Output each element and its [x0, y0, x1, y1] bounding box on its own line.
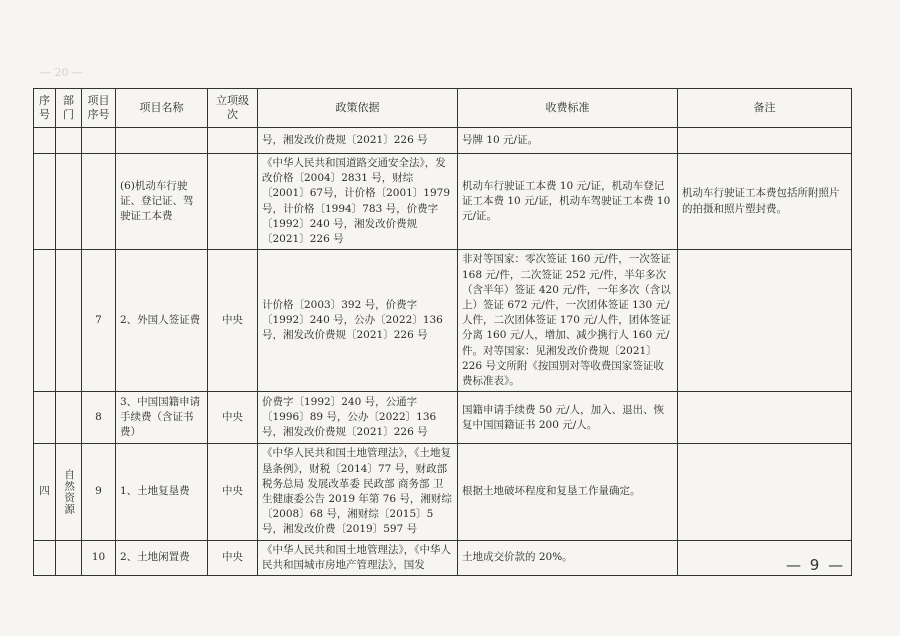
- cell-dept: [56, 154, 82, 250]
- table-row: [34, 128, 852, 154]
- cell-standard: 根据土地破坏程度和复垦工作量确定。: [458, 444, 678, 540]
- cell-remark: [678, 444, 852, 540]
- cell-standard: 国籍申请手续费 50 元/人，加入、退出、恢复中国国籍证书 200 元/人。: [458, 392, 678, 444]
- cell-remark: [678, 392, 852, 444]
- cell-seq: [34, 154, 56, 250]
- table-header-row: [34, 89, 852, 128]
- cell-policy: 《中华人民共和国道路交通安全法》，发改价格〔2004〕2831 号，财综〔2001〕67号，计价格〔2001〕1979 号，计价格〔1994〕783 号，价费字〔1992〕240 号，湘发改价费规〔2021〕226 号: [258, 154, 458, 250]
- cell-policy: 《中华人民共和国土地管理法》，《土地复垦条例》，财税〔2014〕77 号，财政部 税务总局 发展改革委 民政部 商务部 卫生健康委公告 2019 年第 76 号，湘财综〔2008〕68 号，湘财综〔2015〕5 号，湘发改价费〔2019〕597 号: [258, 444, 458, 540]
- cell-level: [208, 128, 258, 154]
- cell-dept: [56, 392, 82, 444]
- header-dept: 部门: [56, 89, 82, 128]
- cell-remark: 机动车行驶证工本费包括所附照片的拍摄和照片塑封费。: [678, 154, 852, 250]
- header-item-name: 项目名称: [116, 89, 208, 128]
- table-row: [34, 444, 852, 540]
- cell-dept: [56, 540, 82, 575]
- cell-standard: 号牌 10 元/证。: [458, 128, 678, 154]
- cell-remark: [678, 250, 852, 392]
- cell-policy: 号，湘发改价费规〔2021〕226 号: [258, 128, 458, 154]
- header-remark: 备注: [678, 89, 852, 128]
- cell-dept: [56, 444, 82, 540]
- header-item-seq: 项目序号: [82, 89, 116, 128]
- cell-item-seq: 8: [82, 392, 116, 444]
- cell-dept: [56, 250, 82, 392]
- page-number: — 9 —: [786, 556, 846, 574]
- cell-item-seq: [82, 128, 116, 154]
- table-row: [34, 154, 852, 250]
- cell-seq: 四: [34, 444, 56, 540]
- cell-seq: [34, 392, 56, 444]
- header-policy: 政策依据: [258, 89, 458, 128]
- cell-policy: 计价格〔2003〕392 号，价费字〔1992〕240 号，公办〔2022〕136 号，湘发改价费规〔2021〕226 号: [258, 250, 458, 392]
- cell-seq: [34, 128, 56, 154]
- cell-standard: 机动车行驶证工本费 10 元/证，机动车登记证工本费 10 元/证，机动车驾驶证工本费 10 元/证。: [458, 154, 678, 250]
- cell-level: 中央: [208, 250, 258, 392]
- cell-level: [208, 154, 258, 250]
- cell-item-seq: [82, 154, 116, 250]
- cell-item-name: 2、外国人签证费: [116, 250, 208, 392]
- cell-level: 中央: [208, 444, 258, 540]
- bleed-through-page-number: — 20 —: [40, 66, 83, 79]
- header-standard: 收费标准: [458, 89, 678, 128]
- cell-seq: [34, 540, 56, 575]
- table-row: [34, 540, 852, 575]
- cell-item-seq: 9: [82, 444, 116, 540]
- cell-standard: 非对等国家：零次签证 160 元/件，一次签证 168 元/件，二次签证 252 元/件，半年多次（含半年）签证 420 元/件，一年多次（含以上）签证 672 元/件，一次团体签证 130 元/人件，二次团体签证 170 元/人件，团体签证分离 160 元/人，增加、减少携行人 160 元/件。对等国家：见湘发改价费规〔2021〕226 号文所附《按国别对等收费国家签证收费标准表》。: [458, 250, 678, 392]
- cell-item-seq: 10: [82, 540, 116, 575]
- cell-item-name: (6)机动车行驶证、登记证、驾驶证工本费: [116, 154, 208, 250]
- fee-table: [33, 88, 852, 576]
- table-row: [34, 392, 852, 444]
- cell-item-name: 1、土地复垦费: [116, 444, 208, 540]
- cell-remark: [678, 128, 852, 154]
- header-seq: 序号: [34, 89, 56, 128]
- cell-standard: 土地成交价款的 20%。: [458, 540, 678, 575]
- cell-level: 中央: [208, 540, 258, 575]
- dept-vertical-text: 自然资源: [63, 468, 76, 515]
- cell-item-name: 2、土地闲置费: [116, 540, 208, 575]
- cell-item-name: 3、中国国籍申请手续费（含证书费）: [116, 392, 208, 444]
- table-row: [34, 250, 852, 392]
- cell-seq: [34, 250, 56, 392]
- cell-level: 中央: [208, 392, 258, 444]
- cell-policy: 价费字〔1992〕240 号，公通字〔1996〕89 号，公办〔2022〕136 号，湘发改价费规〔2021〕226 号: [258, 392, 458, 444]
- cell-dept: [56, 128, 82, 154]
- cell-item-name: [116, 128, 208, 154]
- header-level: 立项级次: [208, 89, 258, 128]
- cell-policy: 《中华人民共和国土地管理法》，《中华人民共和国城市房地产管理法》，国发: [258, 540, 458, 575]
- cell-item-seq: 7: [82, 250, 116, 392]
